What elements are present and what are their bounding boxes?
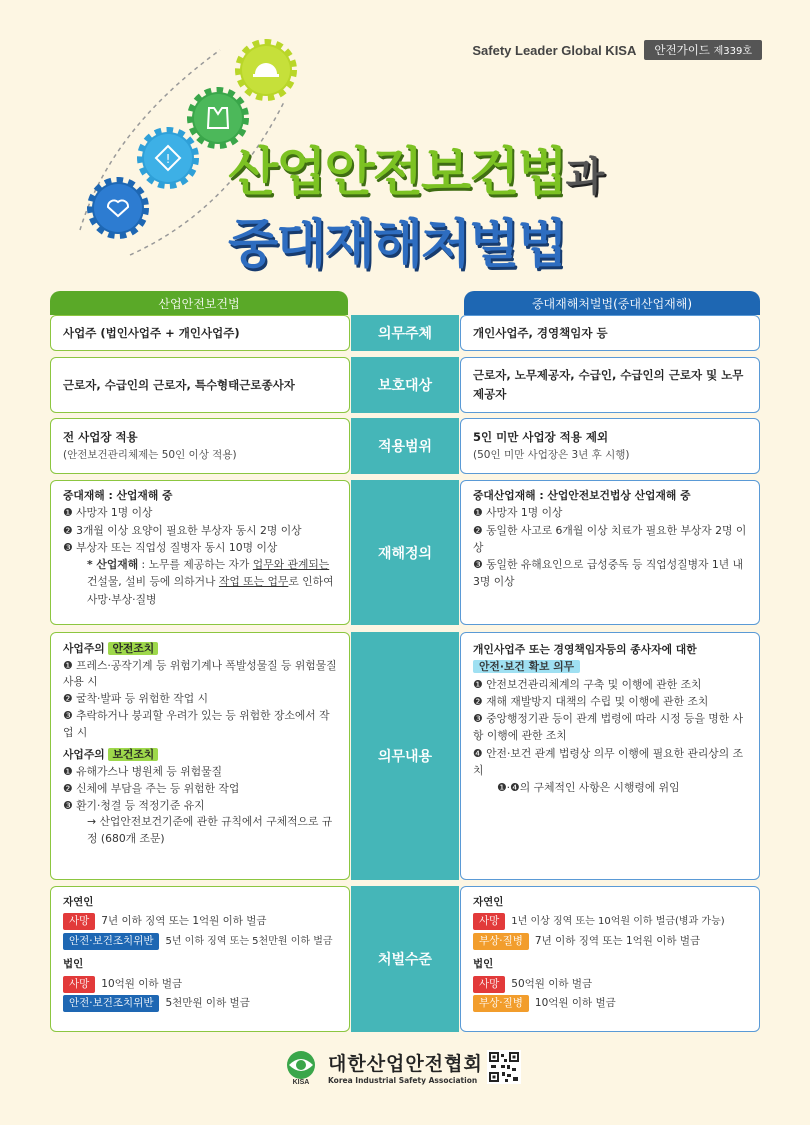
svg-text:KISA: KISA — [292, 1079, 310, 1086]
row-label: 재해정의 — [351, 480, 459, 625]
status-badge: 안전·보건조치위반 — [63, 995, 159, 1012]
gear-icon — [92, 182, 144, 234]
duty-note: ❶·❹의 구체적인 사항은 시행령에 위임 — [497, 781, 680, 795]
list-item: ❷ 3개월 이상 요양이 필요한 부상자 동시 2명 이상 — [63, 523, 302, 537]
row-label: 의무주체 — [351, 315, 459, 351]
list-item: ❶ 유해가스나 병원체 등 위험물질 — [63, 765, 222, 779]
org-name-en: Korea Industrial Safety Association — [328, 1076, 478, 1085]
status-badge: 부상·질병 — [473, 995, 529, 1012]
list-item: ❸ 부상자 또는 직업성 질병자 동시 10명 이상 — [63, 540, 278, 554]
list-item: ❶ 사망자 1명 이상 — [473, 506, 563, 520]
cell-left: 사업주의 안전조치 ❶ 프레스·공작기계 등 위험기계나 폭발성물질 등 위험물질 사용 시 ❷ 굴착·발파 등 위험한 작업 시 ❸ 추락하거나 붕괴할 우려가 있는 등 위험한 장소에서 작업 시 사업주의 보건조치 ❶ 유해가스나 병원체 등 위험물질 ❷ 신체에 부담을 주는 등 위험한 작업 ❸ 환기·청결 등 적정기준 유지 → 산업안전보건기준에 관한 규칙에서 구체적으로 규정 (680개 조문) — [50, 632, 350, 880]
tab-header-right: 중대재해처벌법(중대산업재해) — [464, 291, 760, 315]
svg-text:!: ! — [165, 152, 171, 166]
cell-left: 자연인 사망 7년 이하 징역 또는 1억원 이하 벌금 안전·보건조치위반 5년 이하 징역 또는 5천만원 이하 벌금 법인 사망 10억원 이하 벌금 안전·보건조치위반 5천만원 이하 벌금 — [50, 886, 350, 1032]
status-badge: 사망 — [473, 913, 505, 930]
row-penalty — [50, 886, 760, 1032]
row-label: 처벌수준 — [351, 886, 459, 1032]
cell-left: 중대재해 : 산업재해 중 ❶ 사망자 1명 이상 ❷ 3개월 이상 요양이 필요한 부상자 동시 2명 이상 ❸ 부상자 또는 직업성 질병자 동시 10명 이상 * 산업재해 : 노무를 제공하는 자가 업무와 관계되는 건설물, 설비 등에 의하거나 작업 또는 업무로 인하여 사망·부상·질병 — [50, 480, 350, 625]
duty-tag: 안전·보건 확보 의무 — [473, 660, 580, 673]
gear-icon — [240, 44, 292, 96]
row-label: 적용범위 — [351, 418, 459, 474]
status-badge: 사망 — [473, 976, 505, 993]
safety-tag: 안전조치 — [108, 642, 158, 655]
gear-icon — [142, 132, 194, 184]
guide-badge: 안전가이드 제339호 — [644, 40, 762, 60]
status-badge: 안전·보건조치위반 — [63, 933, 159, 950]
penalty-line: 안전·보건조치위반 5천만원 이하 벌금 — [63, 994, 337, 1013]
status-badge: 부상·질병 — [473, 933, 529, 950]
row-definition — [50, 480, 760, 625]
cell-right: 자연인 사망 1년 이상 징역 또는 10억원 이하 벌금(병과 가능) 부상·질병 7년 이하 징역 또는 1억원 이하 벌금 법인 사망 50억원 이하 벌금 부상·질병 10억원 이하 벌금 — [460, 886, 760, 1032]
brand-name: Safety Leader Global KISA — [472, 42, 637, 58]
cell-right: 중대산업재해 : 산업안전보건법상 산업재해 중 ❶ 사망자 1명 이상 ❷ 동일한 사고로 6개월 이상 치료가 필요한 부상자 2명 이상 ❸ 동일한 유해요인으로 급성중독 등 직업성질병자 1년 내 3명 이상 — [460, 480, 760, 625]
list-item: ❶ 안전보건관리체계의 구축 및 이행에 관한 조치 — [473, 677, 702, 691]
footer-logo — [282, 1048, 483, 1086]
row-label: 의무내용 — [351, 632, 459, 880]
penalty-line: 사망 1년 이상 징역 또는 10억원 이하 벌금(병과 가능) — [473, 912, 747, 932]
status-badge: 사망 — [63, 976, 95, 993]
list-item: ❷ 신체에 부담을 주는 등 위험한 작업 — [63, 781, 240, 795]
row-subject — [50, 315, 760, 351]
title-line-2: 중대재해처벌법 — [228, 215, 566, 275]
health-tag: 보건조치 — [108, 748, 158, 761]
list-item: ❸ 동일한 유해요인으로 급성중독 등 직업성질병자 1년 내 3명 이상 — [473, 558, 744, 589]
cell-right: 개인사업주, 경영책임자 등 — [460, 315, 760, 351]
list-item: ❷ 동일한 사고로 6개월 이상 치료가 필요한 부상자 2명 이상 — [473, 523, 747, 554]
row-duty — [50, 632, 760, 880]
row-label: 보호대상 — [351, 357, 459, 413]
list-item: ❸ 중앙행정기관 등이 관계 법령에 따라 시정 등을 명한 사항 이행에 관한 조치 — [473, 712, 744, 743]
list-item: ❹ 안전·보건 관계 법령상 의무 이행에 필요한 관리상의 조치 — [473, 746, 744, 777]
status-badge: 사망 — [63, 913, 95, 930]
penalty-line: 사망 7년 이하 징역 또는 1억원 이하 벌금 — [63, 912, 337, 931]
cell-left: 근로자, 수급인의 근로자, 특수형태근로종사자 — [50, 357, 350, 413]
list-item: ❸ 환기·청결 등 적정기준 유지 — [63, 798, 205, 812]
list-item: ❷ 굴착·발파 등 위험한 작업 시 — [63, 692, 208, 706]
header-tag — [472, 40, 762, 60]
list-item: ❶ 사망자 1명 이상 — [63, 506, 153, 520]
row-scope — [50, 418, 760, 474]
cell-left: 사업주 (법인사업주 + 개인사업주) — [50, 315, 350, 351]
row-protect — [50, 357, 760, 413]
list-item: ❷ 재해 재발방지 대책의 수립 및 이행에 관한 조치 — [473, 694, 709, 708]
list-item: ❶ 프레스·공작기계 등 위험기계나 폭발성물질 등 위험물질 사용 시 — [63, 658, 337, 689]
cell-right: 근로자, 노무제공자, 수급인, 수급인의 근로자 및 노무제공자 — [460, 357, 760, 413]
cell-right: 개인사업주 또는 경영책임자등의 종사자에 대한 안전·보건 확보 의무 ❶ 안전보건관리체계의 구축 및 이행에 관한 조치 ❷ 재해 재발방지 대책의 수립 및 이행에 관한 조치 ❸ 중앙행정기관 등이 관계 법령에 따라 시정 등을 명한 사항 이행에 관한 조치 ❹ 안전·보건 관계 법령상 의무 이행에 필요한 관리상의 조치 ❶·❹의 구체적인 사항은 시행령에 위임 — [460, 632, 760, 880]
qr-code-icon[interactable] — [487, 1050, 521, 1084]
cell-right: 5인 미만 사업장 적용 제외 (50인 미만 사업장은 3년 후 시행) — [460, 418, 760, 474]
org-name-ko: 대한산업안전협회 — [328, 1053, 483, 1075]
tab-header-left: 산업안전보건법 — [50, 291, 348, 315]
cell-left: 전 사업장 적용 (안전보건관리체제는 50인 이상 적용) — [50, 418, 350, 474]
penalty-line: 부상·질병 7년 이하 징역 또는 1억원 이하 벌금 — [473, 932, 747, 951]
penalty-line: 안전·보건조치위반 5년 이하 징역 또는 5천만원 이하 벌금 — [63, 932, 337, 952]
definition-note: * 산업재해 : 노무를 제공하는 자가 업무와 관계되는 건설물, 설비 등에 의하거나 작업 또는 업무로 인하여 사망·부상·질병 — [87, 558, 334, 606]
list-item: ❸ 추락하거나 붕괴할 우려가 있는 등 위험한 장소에서 작업 시 — [63, 708, 330, 739]
penalty-line: 사망 10억원 이하 벌금 — [63, 975, 337, 994]
penalty-line: 사망 50억원 이하 벌금 — [473, 975, 747, 994]
penalty-line: 부상·질병 10억원 이하 벌금 — [473, 994, 747, 1013]
kisa-logo-icon — [282, 1048, 320, 1086]
duty-note: → 산업안전보건기준에 관한 규칙에서 구체적으로 규정 (680개 조문) — [87, 815, 333, 846]
title-line-1: 산업안전보건법과 — [228, 143, 603, 203]
